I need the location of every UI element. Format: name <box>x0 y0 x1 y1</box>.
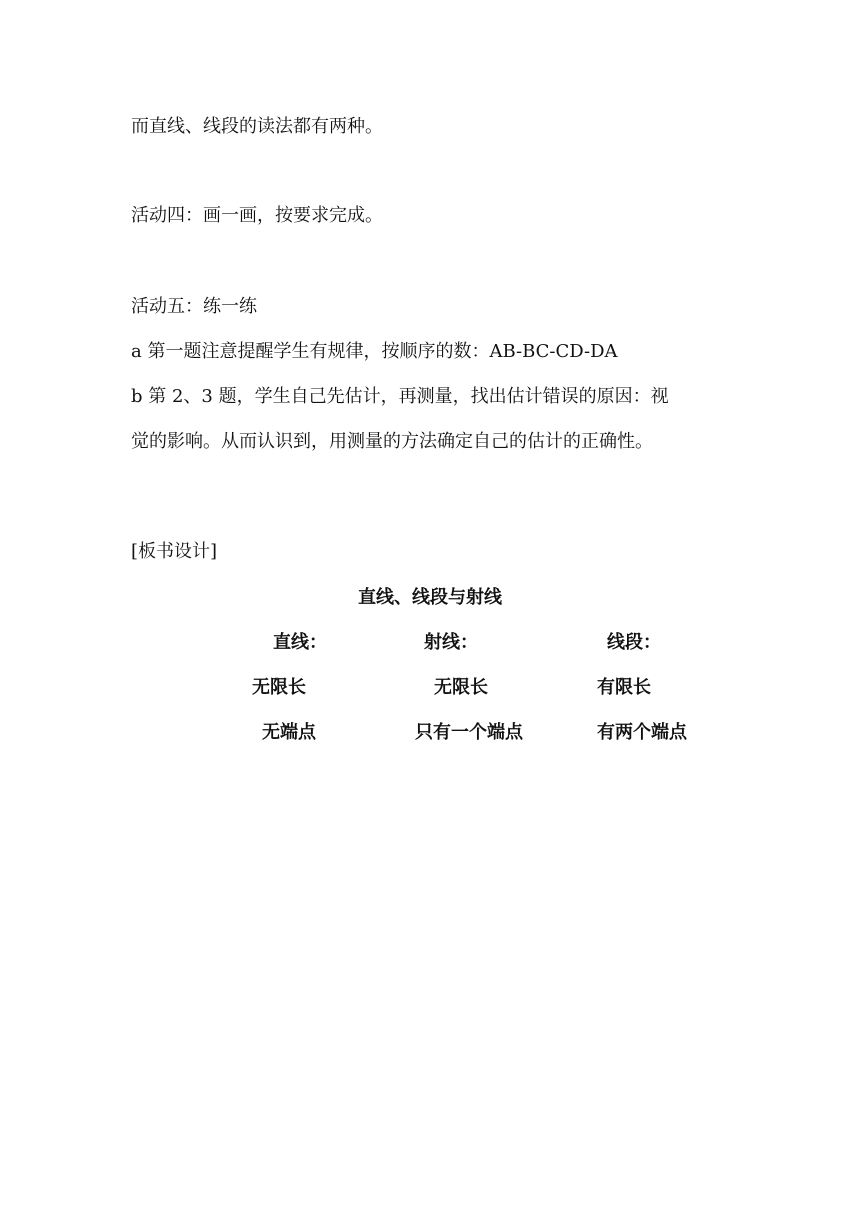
board-header-ray: 射线： <box>424 632 478 653</box>
paragraph-line-1: 而直线、线段的读法都有两种。 <box>131 116 383 137</box>
activity-four-line: 活动四：画一画，按要求完成。 <box>131 205 383 226</box>
board-cell-ray-length: 无限长 <box>434 677 488 698</box>
board-header-line: 直线： <box>273 632 327 653</box>
activity-five-heading: 活动五：练一练 <box>131 296 257 317</box>
board-cell-segment-endpoints: 有两个端点 <box>597 722 687 743</box>
activity-five-item-a: a 第一题注意提醒学生有规律，按顺序的数：AB-BC-CD-DA <box>131 341 618 362</box>
activity-five-item-b: b 第 2、3 题，学生自己先估计，再测量，找出估计错误的原因：视 <box>131 386 669 407</box>
board-design-heading: [板书设计] <box>131 541 218 562</box>
board-cell-line-length: 无限长 <box>252 677 306 698</box>
board-cell-ray-endpoints: 只有一个端点 <box>415 722 523 743</box>
activity-five-item-b-continued: 觉的影响。从而认识到，用测量的方法确定自己的估计的正确性。 <box>131 431 653 452</box>
board-title: 直线、线段与射线 <box>358 587 502 608</box>
board-cell-segment-length: 有限长 <box>597 677 651 698</box>
board-header-segment: 线段： <box>607 632 661 653</box>
board-cell-line-endpoints: 无端点 <box>262 722 316 743</box>
